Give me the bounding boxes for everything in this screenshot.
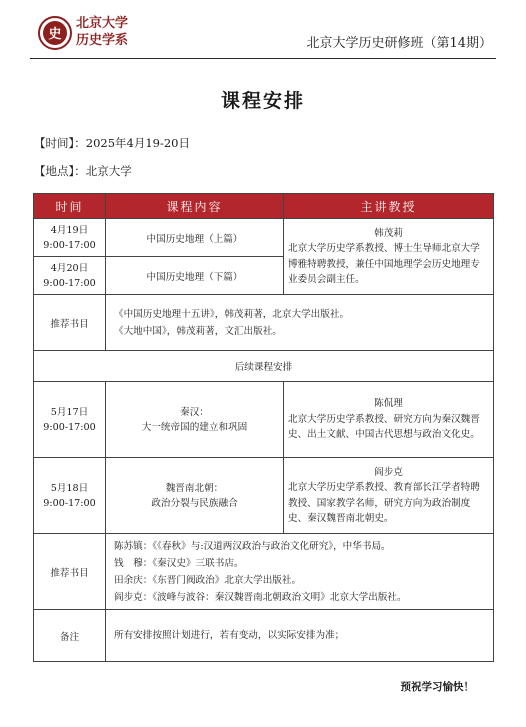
table-row: [34, 295, 494, 351]
section-row: [34, 351, 494, 382]
books-cell: [106, 534, 494, 610]
book-item: 《中国历史地理十五讲》，韩茂莉著，北京大学出版社。: [114, 308, 350, 320]
date-cell: [34, 382, 106, 458]
teacher-cell: [284, 382, 494, 458]
teacher-name: 陈侃理: [374, 398, 403, 410]
date: 5月17日: [50, 406, 89, 418]
table-row: [34, 219, 494, 257]
course-cell: [106, 458, 284, 534]
header-time: 时间: [34, 194, 106, 219]
place-value: 北京大学: [85, 164, 132, 178]
logo-line1: 北京大学: [76, 16, 129, 31]
time-label: 【时间】：: [34, 136, 86, 150]
page-title: 课程安排: [220, 90, 305, 112]
pku-logo-icon: [38, 16, 72, 50]
books-label: 推荐书目: [34, 295, 106, 351]
books-label: 推荐书目: [34, 534, 106, 610]
header-course: 课程内容: [106, 194, 284, 219]
book-item: 钱 穆：《秦汉史》三联书店。: [114, 557, 244, 569]
time: 9:00-17:00: [43, 421, 96, 433]
note-text: 所有安排按照计划进行，若有变动，以实际安排为准；: [106, 610, 494, 662]
date-cell: [34, 458, 106, 534]
place-label: 【地点】：: [34, 164, 86, 178]
footer-note: 预祝学习愉快！: [400, 681, 474, 693]
table-header-row: [34, 194, 494, 219]
table-row: [34, 610, 494, 662]
document-header: [30, 10, 496, 59]
time-value: 2025年4月19-20日: [85, 136, 190, 150]
teacher-bio: 北京大学历史学系教授、教育部长江学者特聘教授、国家教学名师，研究方向为政治制度史、秦汉魏晋南北朝史。: [288, 482, 480, 524]
header-title: 北京大学历史研修班（第14期）: [306, 36, 492, 51]
date: 4月19日: [50, 224, 89, 236]
schedule-table: [33, 193, 494, 662]
teacher-cell: [284, 458, 494, 534]
book-item: 田余庆：《东晋门阀政治》北京大学出版社。: [114, 574, 302, 586]
teacher-bio: 北京大学历史学系教授、研究方向为秦汉魏晋史、出土文献、中国古代思想与政治文化史。: [288, 413, 480, 441]
time: 9:00-17:00: [43, 277, 96, 289]
course-cell: 中国历史地理（下篇）: [106, 257, 284, 295]
teacher-name: 韩茂莉: [374, 227, 403, 239]
course-cell: [106, 382, 284, 458]
place-info: [34, 163, 132, 179]
date: 5月18日: [50, 482, 89, 494]
date-cell: [34, 257, 106, 295]
course-line1: 魏晋南北朝：: [165, 482, 224, 494]
header-teacher: 主讲教授: [284, 194, 494, 219]
teacher-bio: 北京大学历史学系教授、博士生导师北京大学博雅特聘教授，兼任中国地理学会历史地理专业委员会副主任。: [288, 243, 480, 285]
time-info: [34, 135, 190, 151]
logo-line2: 历史学系: [76, 33, 129, 48]
course-line1: 秦汉：: [180, 406, 209, 418]
table-row: [34, 382, 494, 458]
course-cell: 中国历史地理（上篇）: [106, 219, 284, 257]
note-label: 备注: [34, 610, 106, 662]
teacher-name: 阎步克: [374, 466, 403, 478]
course-line2: 政治分裂与民族融合: [151, 497, 238, 509]
books-cell: [106, 295, 494, 351]
date-cell: [34, 219, 106, 257]
teacher-cell: [284, 219, 494, 295]
table-row: [34, 534, 494, 610]
book-item: 《大地中国》，韩茂莉著，文汇出版社。: [114, 325, 282, 337]
time: 9:00-17:00: [43, 239, 96, 251]
date: 4月20日: [50, 262, 89, 274]
logo-mark: 史: [48, 27, 62, 42]
book-item: 阎步克：《波峰与波谷：秦汉魏晋南北朝政治文明》北京大学出版社。: [114, 591, 407, 603]
book-item: 陈苏镇：《《春秋》与:汉道两汉政治与政治文化研究》，中华书局。: [114, 540, 391, 552]
section-title: 后续课程安排: [34, 351, 494, 382]
time: 9:00-17:00: [43, 497, 96, 509]
logo-text: [76, 15, 128, 49]
table-row: [34, 458, 494, 534]
course-line2: 大一统帝国的建立和巩固: [141, 421, 248, 433]
